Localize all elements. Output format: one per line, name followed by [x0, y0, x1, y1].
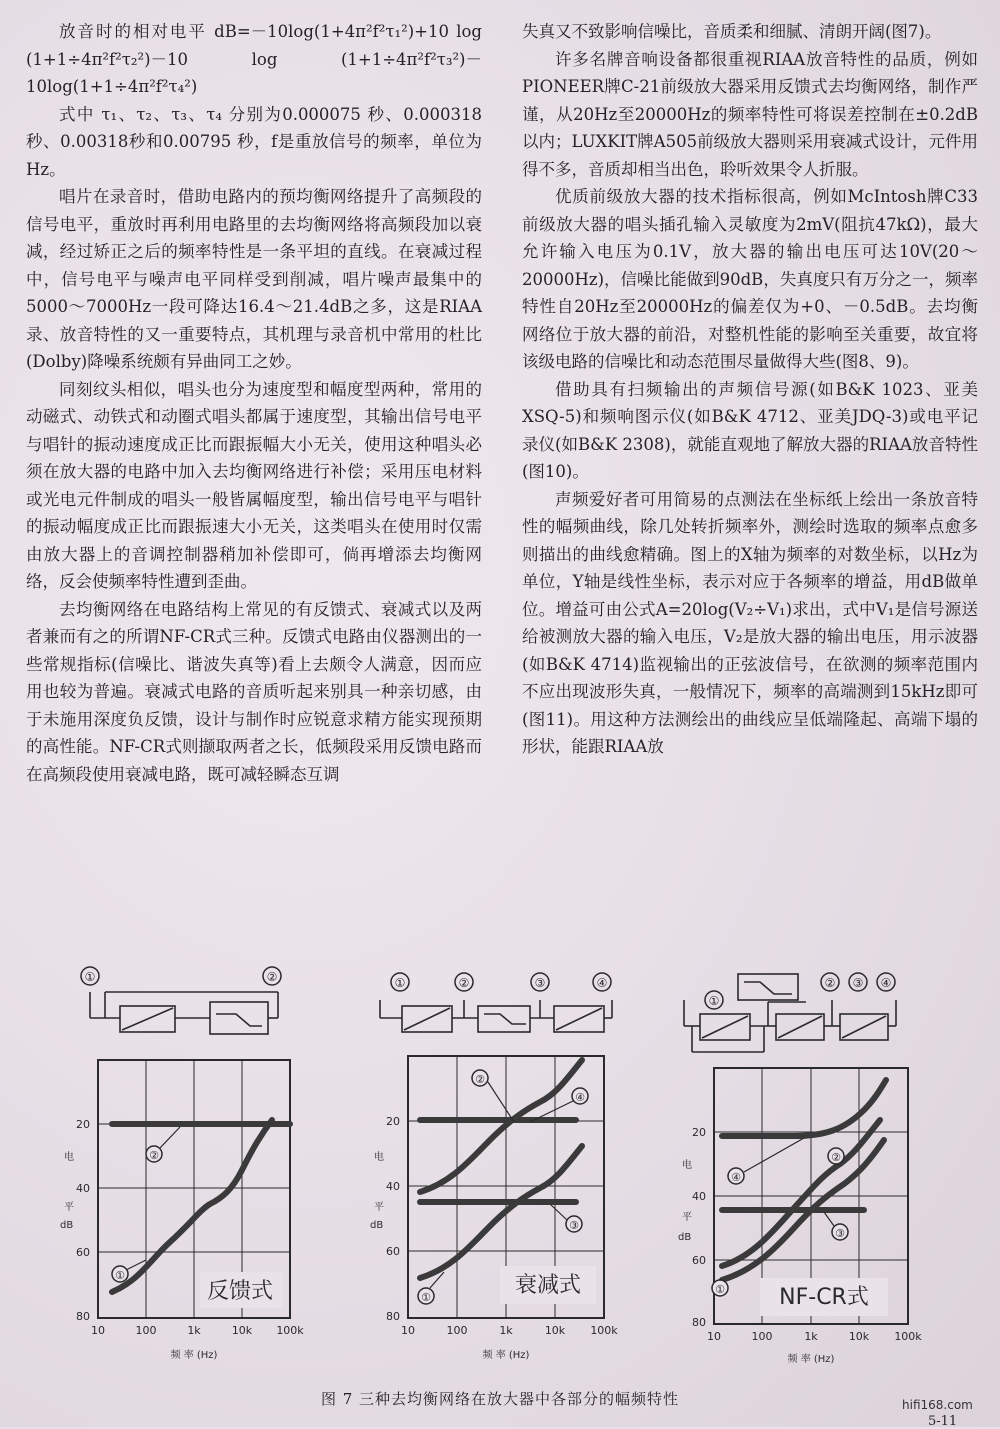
svg-text:100k: 100k	[276, 1324, 304, 1337]
svg-text:40: 40	[386, 1180, 400, 1193]
svg-text:100k: 100k	[894, 1330, 922, 1343]
svg-text:100k: 100k	[590, 1324, 618, 1337]
paragraph: 借助具有扫频输出的声频信号源(如B&K 1023、亚美XSQ-5)和频响图示仪(如B&K 4712、亚美JDQ-3)或电平记录仪(如B&K 2308)，就能直观地了解放大器的RIAA放音特性(图10)。	[522, 379, 978, 481]
y-axis-label	[60, 1150, 74, 1231]
watermark: hifi168.com	[902, 1398, 973, 1412]
block-diagram	[380, 1000, 612, 1032]
svg-text:④: ④	[596, 976, 608, 990]
svg-text:④: ④	[731, 1171, 741, 1184]
x-axis-label: 频 率 (Hz)	[170, 1350, 218, 1361]
paragraph: 同刻纹头相似，唱头也分为速度型和幅度型两种，常用的动磁式、动铁式和动圈式唱头都属于速度型，其输出信号电平与唱针的振动速度成正比而跟振幅大小无关，使用这种唱头必须在放大器的电路中加入去均衡网络进行补偿；采用压电材料或光电元件制成的唱头一般皆属幅度型，输出信号电平与唱针的振动幅度成正比而跟振速大小无关，这类唱头在使用时仅需由放大器上的音调控制器稍加补偿即可，倘再增添去均衡网络，反会使频率特性遭到歪曲。	[26, 379, 482, 591]
svg-text:电: 电	[374, 1152, 384, 1163]
paragraph-formula: 放音时的相对电平 dB=－10log(1+4π²f²τ₁²)+10 log (1+1÷4π²f²τ₂²)－10 log (1+1÷4π²f²τ₃²)－10log(1+1÷4π²f²τ₄²)	[26, 22, 482, 96]
svg-text:①: ①	[708, 994, 720, 1008]
svg-text:平: 平	[374, 1202, 384, 1213]
figure-caption: 图 7 三种去均衡网络在放大器中各部分的幅频特性	[320, 1390, 680, 1408]
figure-label: NF-CR式	[779, 1285, 869, 1310]
svg-text:①: ①	[421, 1291, 431, 1304]
circle-marker	[391, 973, 611, 991]
paragraph: 许多名牌音响设备都很重视RIAA放音特性的品质，例如PIONEER牌C-21前级放大器采用反馈式去均衡网络，制作严谨，从20Hz至20000Hz的频率特性可将误差控制在±0.2dB以内；LUXKIT牌A505前级放大器则采用衰减式设计，元件用得不多，音质却相当出色，聆听效果令人折服。	[522, 49, 978, 179]
svg-text:20: 20	[76, 1118, 90, 1131]
svg-text:②: ②	[824, 976, 836, 990]
svg-text:②: ②	[266, 970, 278, 984]
svg-text:②: ②	[475, 1073, 485, 1086]
svg-text:②: ②	[149, 1149, 159, 1162]
right-text-column	[522, 18, 978, 761]
figure-nf-cr	[664, 960, 984, 1380]
svg-text:60: 60	[692, 1254, 706, 1267]
svg-text:①: ①	[84, 970, 96, 984]
left-text-column	[26, 18, 482, 788]
svg-text:dB: dB	[60, 1220, 74, 1231]
x-axis-ticks	[707, 1330, 922, 1343]
svg-text:电: 电	[682, 1160, 692, 1171]
circle-marker	[705, 973, 895, 1009]
figure-7	[0, 960, 1000, 1380]
svg-text:1k: 1k	[804, 1330, 818, 1343]
svg-text:10k: 10k	[544, 1324, 566, 1337]
page-number: 5-11	[928, 1414, 958, 1429]
y-axis-label	[678, 1158, 692, 1243]
y-axis-ticks	[692, 1126, 706, 1329]
svg-text:80: 80	[386, 1310, 400, 1323]
curve-markers	[712, 1138, 848, 1296]
figure-label: 衰减式	[514, 1273, 582, 1298]
svg-text:dB: dB	[370, 1220, 384, 1231]
svg-text:③: ③	[569, 1219, 579, 1232]
block-diagram	[90, 992, 278, 1034]
svg-text:①: ①	[394, 976, 406, 990]
svg-text:60: 60	[76, 1246, 90, 1259]
block-diagram	[684, 974, 896, 1052]
svg-text:40: 40	[76, 1182, 90, 1195]
paragraph: 声频爱好者可用简易的点测法在坐标纸上绘出一条放音特性的幅频曲线，除几处转折频率外，测绘时选取的频率点愈多则描出的曲线愈精确。图上的X轴为频率的对数坐标，以Hz为单位，Y轴是线性坐标，表示对应于各频率的增益，用dB做单位。增益可由公式A=20log(V₂÷V₁)求出，式中V₁是信号源送给被测放大器的输入电压，V₂是放大器的输出电压，用示波器(如B&K 4714)监视输出的正弦波信号，在欲测的频率范围内不应出现波形失真，一般情况下，频率的高端测到15kHz即可(图11)。用这种方法测绘出的曲线应呈低端隆起、高端下塌的形状，能跟RIAA放	[522, 489, 978, 756]
paragraph: 唱片在录音时，借助电路内的预均衡网络提升了高频段的信号电平，重放时再利用电路里的去均衡网络将高频段加以衰减，经过矫正之后的频率特性是一条平坦的直线。在衰减过程中，信号电平与噪声电平同样受到削减，唱片噪声最集中的5000～7000Hz一段可降达16.4～21.4dB之多，这是RIAA录、放音特性的又一重要特点，其机理与录音机中常用的杜比(Dolby)降噪系统颇有异曲同工之妙。	[26, 187, 482, 371]
svg-text:平: 平	[64, 1202, 74, 1213]
svg-text:20: 20	[386, 1115, 400, 1128]
paragraph: 式中 τ₁、τ₂、τ₃、τ₄ 分别为0.000075 秒、0.000318秒、0.00318秒和0.00795 秒，f是重放信号的频率，单位为 Hz。	[26, 104, 482, 179]
paragraph: 优质前级放大器的技术指标很高，例如McIntosh牌C33前级放大器的唱头插孔输入灵敏度为2mV(阻抗47kΩ)，最大允许输入电压为0.1V，放大器的输出电压可达10V(20～20000Hz)，信噪比能做到90dB，失真度只有万分之一，频率特性自20Hz至20000Hz的偏差仅为+0、－0.5dB。去均衡网络位于放大器的前沿，对整机性能的影响至关重要，故宜将该级电路的信噪比和动态范围尽量做得大些(图8、9)。	[522, 187, 978, 371]
y-axis-ticks	[386, 1115, 400, 1323]
svg-text:80: 80	[692, 1316, 706, 1329]
svg-text:③: ③	[835, 1227, 845, 1240]
y-axis-ticks	[76, 1118, 90, 1323]
svg-text:1k: 1k	[499, 1324, 513, 1337]
svg-text:平: 平	[682, 1212, 692, 1223]
curve	[420, 1060, 582, 1278]
svg-text:80: 80	[76, 1310, 90, 1323]
x-axis-label: 频 率 (Hz)	[482, 1350, 530, 1361]
svg-text:40: 40	[692, 1190, 706, 1203]
circle-marker	[81, 967, 281, 985]
svg-text:①: ①	[715, 1283, 725, 1296]
svg-text:10: 10	[707, 1330, 721, 1343]
svg-text:10: 10	[91, 1324, 105, 1337]
paragraph: 失真又不致影响信噪比，音质柔和细腻、清朗开阔(图7)。	[522, 22, 942, 41]
svg-text:④: ④	[575, 1091, 585, 1104]
svg-text:1k: 1k	[187, 1324, 201, 1337]
svg-text:10: 10	[401, 1324, 415, 1337]
svg-text:④: ④	[880, 976, 892, 990]
curve	[112, 1120, 290, 1292]
svg-text:②: ②	[831, 1151, 841, 1164]
figure-attenuation	[360, 960, 680, 1380]
paragraph: 去均衡网络在电路结构上常见的有反馈式、衰减式以及两者兼而有之的所谓NF-CR式三种。反馈式电路由仪器测出的一些常规指标(信噪比、谐波失真等)看上去颇令人满意，因而应用也较为普遍。衰减式电路的音质听起来别具一种亲切感，由于未施用深度负反馈，设计与制作时应锐意求精方能实现预期的高性能。NF-CR式则撷取两者之长，低频段采用反馈电路而在高频段使用衰减电路，既可减轻瞬态互调	[26, 599, 482, 784]
svg-text:③: ③	[534, 976, 546, 990]
x-axis-ticks	[91, 1324, 304, 1337]
svg-text:电: 电	[64, 1152, 74, 1163]
svg-text:②: ②	[458, 976, 470, 990]
x-axis-label: 频 率 (Hz)	[787, 1354, 835, 1365]
y-axis-label	[370, 1150, 384, 1231]
svg-text:60: 60	[386, 1245, 400, 1258]
curve	[722, 1080, 886, 1280]
svg-text:10k: 10k	[848, 1330, 870, 1343]
svg-text:100: 100	[135, 1324, 157, 1337]
svg-text:100: 100	[446, 1324, 468, 1337]
svg-text:①: ①	[115, 1269, 125, 1282]
svg-text:20: 20	[692, 1126, 706, 1139]
figure-feedback	[50, 960, 370, 1380]
svg-text:dB: dB	[678, 1232, 692, 1243]
svg-text:100: 100	[751, 1330, 773, 1343]
figure-label: 反馈式	[206, 1279, 274, 1304]
svg-text:10k: 10k	[231, 1324, 253, 1337]
x-axis-ticks	[401, 1324, 618, 1337]
svg-text:③: ③	[852, 976, 864, 990]
